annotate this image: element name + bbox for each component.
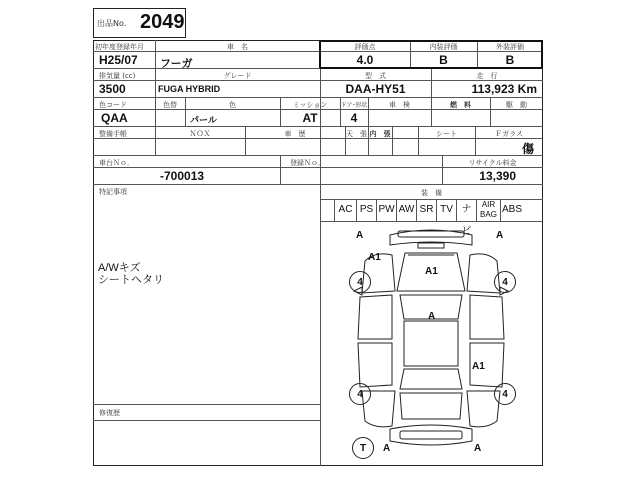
chassis-label: 車台Ｎｏ． bbox=[99, 159, 134, 167]
score-label: 評価点 bbox=[354, 43, 376, 51]
recycle-value: 13,390 bbox=[479, 169, 516, 183]
mark-rear-right: A bbox=[474, 443, 482, 454]
first-reg-label: 初年度登録年月 bbox=[95, 43, 144, 51]
doors-value: 4 bbox=[350, 111, 358, 125]
reg-label: 登録Ｎｏ． bbox=[290, 159, 325, 167]
notes-label: 特記事項 bbox=[99, 188, 127, 196]
history-label: 車 歴 bbox=[284, 130, 306, 138]
glass-value: 傷 bbox=[522, 142, 535, 156]
mark-rear-right-door: A1 bbox=[472, 361, 485, 372]
recycle-label: リサイクル料金 bbox=[468, 159, 517, 167]
fuel-label: 燃 料 bbox=[450, 101, 471, 109]
mark-front-left: A bbox=[356, 230, 364, 241]
tire-rear-right: 4 bbox=[494, 383, 516, 405]
color-code-value: QAA bbox=[101, 111, 128, 125]
interior-label: 内装評価 bbox=[429, 43, 458, 51]
equipment-label: 装 備 bbox=[421, 189, 442, 197]
mark-roof: A bbox=[428, 311, 436, 322]
car-name-label: 車 名 bbox=[227, 43, 248, 51]
drive-label: 駆 動 bbox=[506, 101, 527, 109]
interior-trim-label: 内 張 bbox=[369, 130, 391, 138]
equipment-item: SR bbox=[416, 199, 436, 221]
model-value: DAA-HY51 bbox=[345, 82, 406, 96]
equipment-item: AIR BAG bbox=[476, 199, 500, 221]
chassis-value: -700013 bbox=[160, 169, 205, 183]
displacement-value: 3500 bbox=[99, 82, 126, 96]
first-reg-value: H25/07 bbox=[99, 53, 138, 67]
doors-label: ドア･形状 bbox=[340, 102, 368, 109]
exterior-label: 外装評価 bbox=[496, 43, 524, 51]
equipment-item: PS bbox=[356, 199, 376, 221]
mileage-label: 走 行 bbox=[476, 72, 498, 80]
exterior-value: B bbox=[505, 53, 515, 67]
equipment-row bbox=[320, 199, 543, 237]
equipment-item: ABS bbox=[500, 199, 523, 221]
lot-number-label: 出品No． bbox=[97, 19, 132, 28]
grade-label: グレード bbox=[223, 72, 252, 80]
nox-label: ＮＯＸ bbox=[189, 130, 211, 138]
equipment-item: TV bbox=[436, 199, 456, 221]
color-code-label: 色コード bbox=[99, 101, 127, 109]
note-line-2: シートヘタリ bbox=[98, 274, 164, 286]
equipment-item: AW bbox=[396, 199, 416, 221]
mission-value: AT bbox=[302, 111, 318, 125]
color-change-label: 色替 bbox=[163, 101, 177, 109]
model-label: 型 式 bbox=[365, 72, 386, 80]
manual-label: 整備手帳 bbox=[99, 130, 127, 138]
mark-rear-left: A bbox=[383, 443, 391, 454]
tire-front-left: 4 bbox=[349, 271, 371, 293]
lot-number: 2049 bbox=[140, 11, 185, 33]
capacity-label: 車 検 bbox=[389, 101, 410, 109]
grade-value: FUGA HYBRID bbox=[158, 84, 221, 94]
car-diagram bbox=[320, 221, 543, 466]
score-value: 4.0 bbox=[356, 53, 374, 67]
equipment-item: ナビ bbox=[456, 199, 476, 221]
equipment-item: AC bbox=[334, 199, 356, 221]
displacement-label: 排気量 (cc) bbox=[99, 72, 136, 80]
mark-front-right: A bbox=[496, 230, 504, 241]
tire-rear-left: 4 bbox=[349, 383, 371, 405]
color-label: 色 bbox=[229, 101, 236, 109]
sunroof-label: 天 張 bbox=[346, 130, 367, 138]
car-name-value: フーガ bbox=[160, 58, 193, 70]
tire-front-right: 4 bbox=[494, 271, 516, 293]
glass-label: Ｆガラス bbox=[495, 130, 523, 138]
tire-spare: T bbox=[352, 437, 374, 459]
mark-hood-left: A1 bbox=[368, 252, 381, 263]
equipment-item: PW bbox=[376, 199, 396, 221]
note-line-1: A/Wキズ bbox=[98, 262, 141, 274]
seat-label: シート bbox=[436, 130, 457, 138]
mission-label: ミッション bbox=[292, 101, 328, 109]
repair-label: 修復歴 bbox=[99, 409, 120, 417]
color-value: パール bbox=[190, 115, 217, 125]
interior-value: B bbox=[439, 53, 448, 67]
mark-hood-center: A1 bbox=[425, 266, 438, 277]
mileage-value: 113,923 Km bbox=[471, 82, 537, 96]
